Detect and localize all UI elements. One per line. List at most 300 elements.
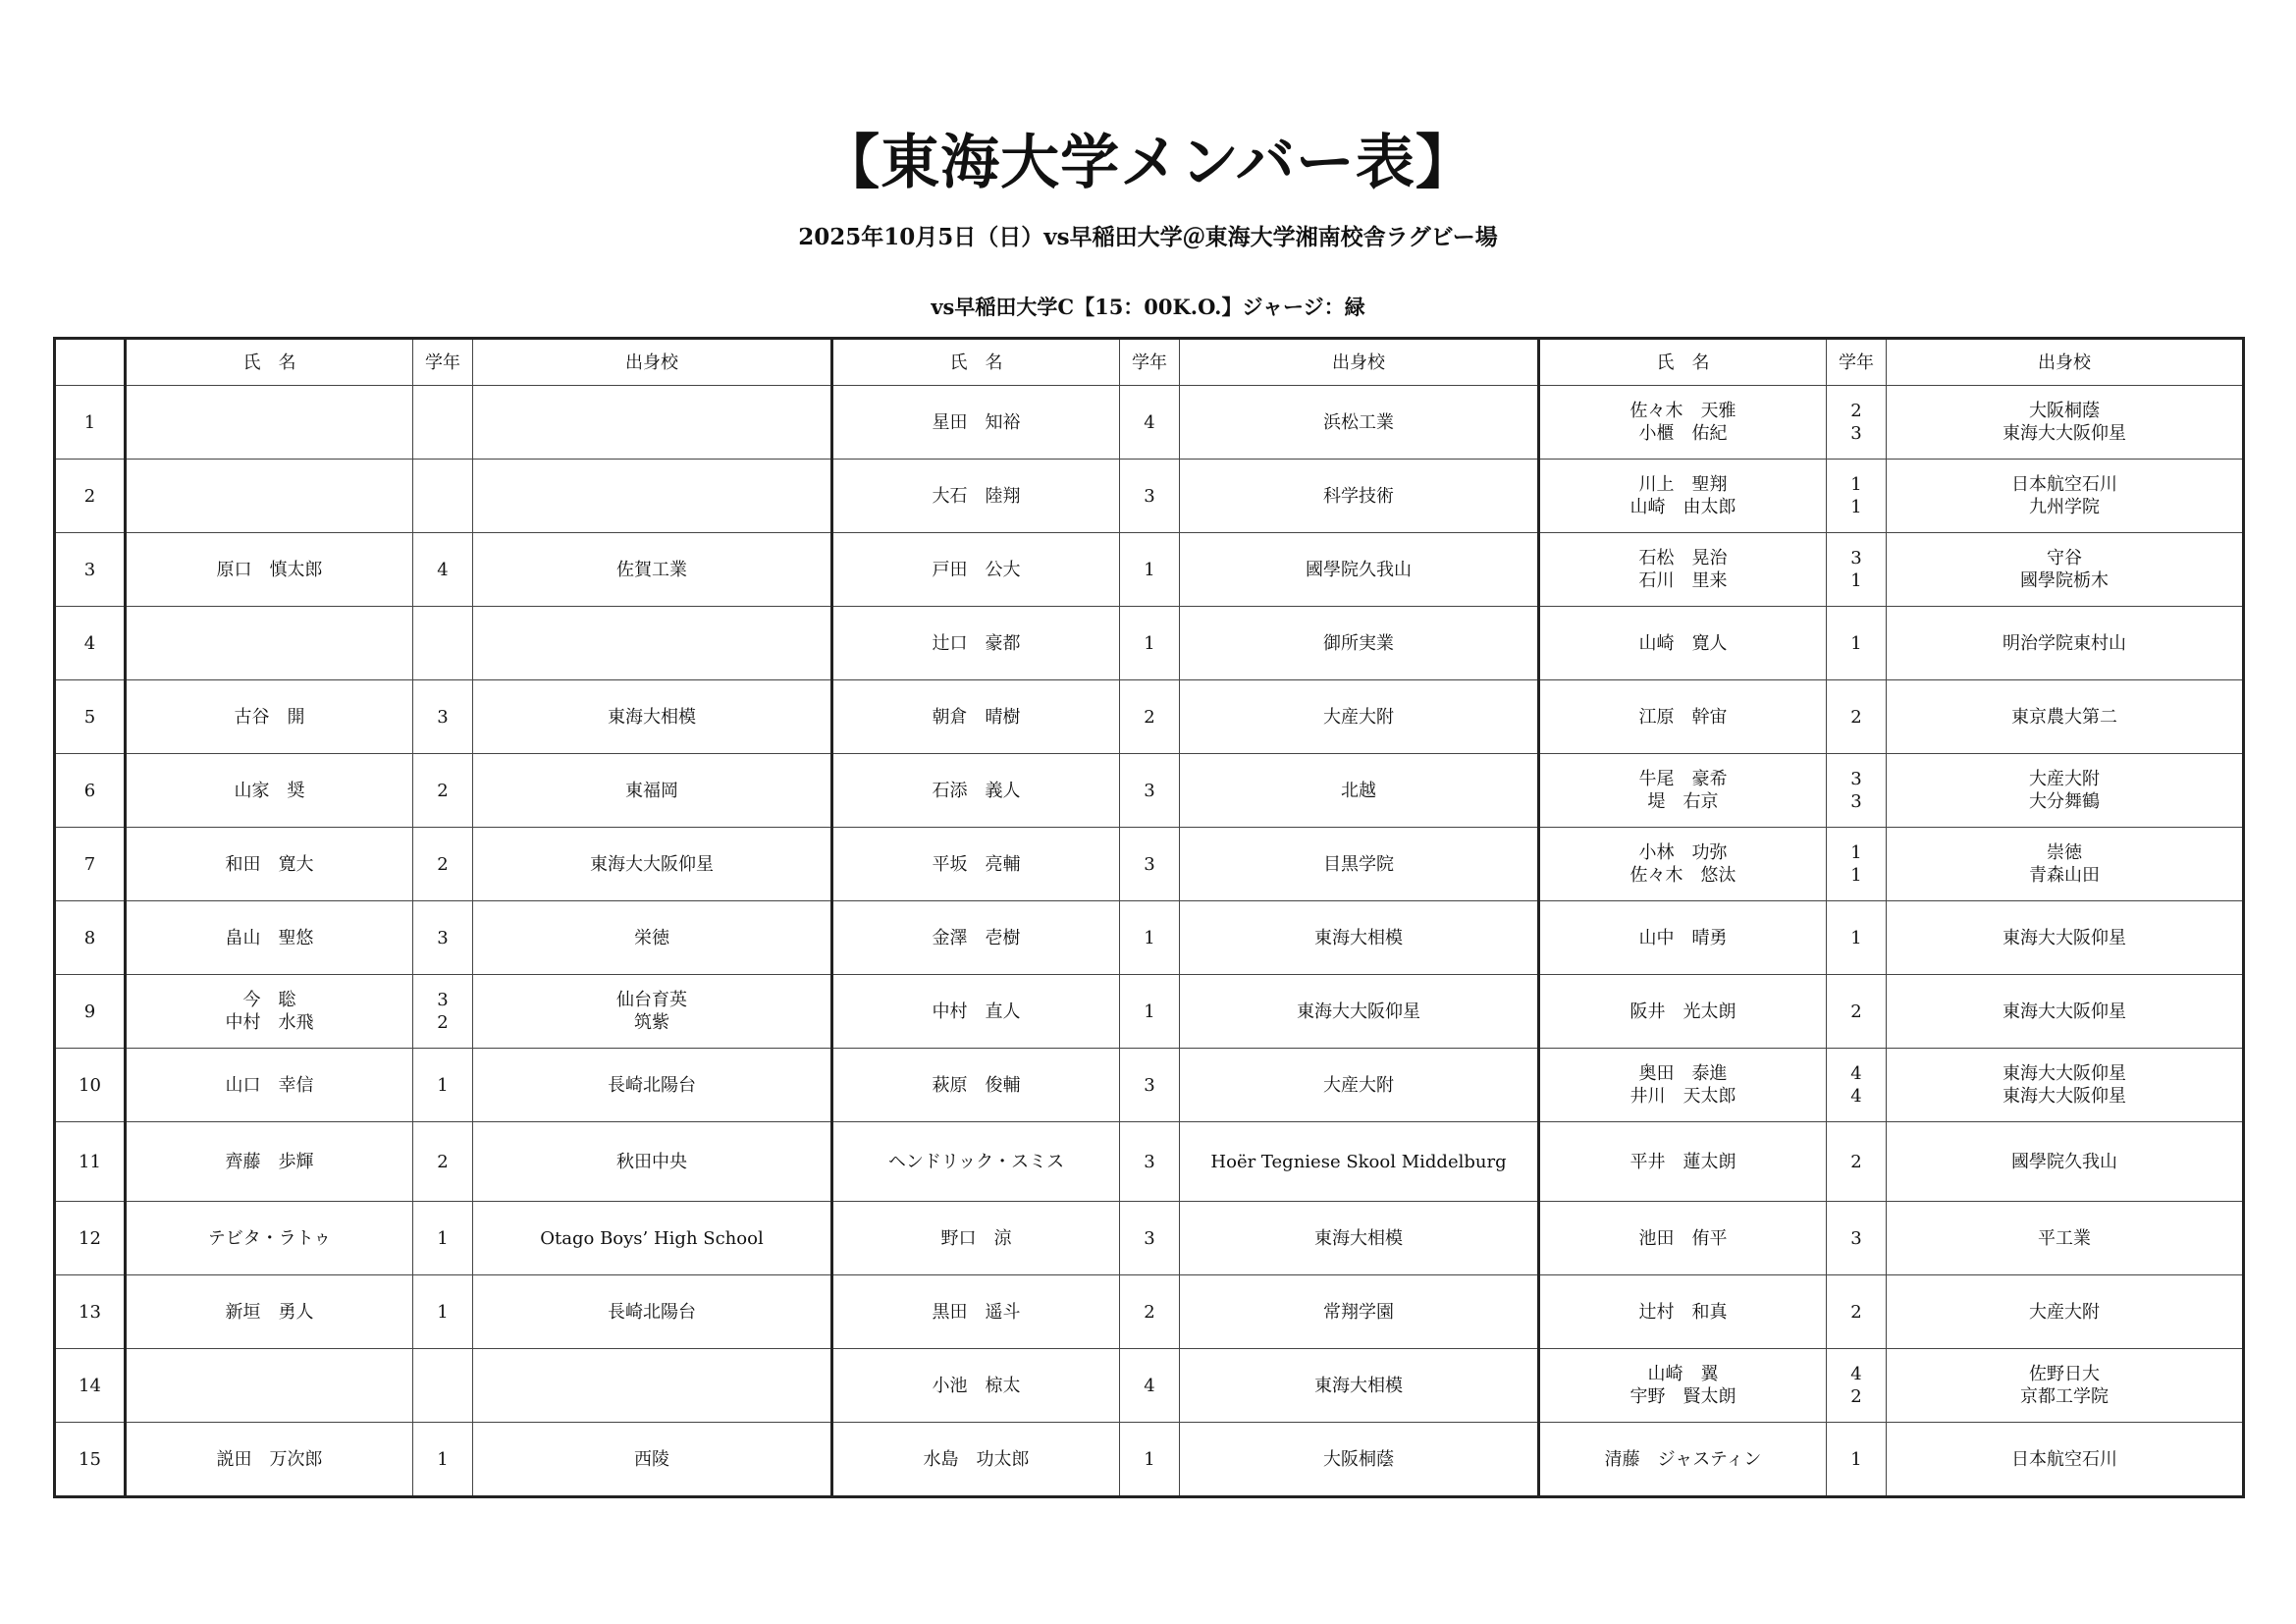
year-line: 2 (437, 1012, 449, 1033)
header-number (55, 339, 126, 386)
cell-school (1180, 386, 1539, 460)
cell-school (1887, 386, 2244, 460)
year-line: 2 (1850, 1386, 1862, 1407)
page-title: 【東海大学メンバー表】 (821, 129, 1475, 197)
year-line: 3 (437, 706, 449, 728)
year-line: 2 (437, 780, 449, 801)
name-line: 中村 直人 (932, 1001, 1021, 1022)
cell-school (1887, 460, 2244, 533)
table-row (55, 1122, 2244, 1202)
cell-year (1120, 901, 1180, 975)
year-line: 4 (1144, 1375, 1155, 1396)
cell-year (413, 1049, 473, 1122)
cell-year (413, 460, 473, 533)
name-line: 宇野 賢太朗 (1629, 1386, 1736, 1407)
cell-name (1539, 1275, 1827, 1349)
name-line: テビタ・ラトゥ (207, 1227, 332, 1249)
school-line: 大産大附 (2029, 769, 2100, 789)
name-line: 池田 侑平 (1638, 1227, 1728, 1249)
name-line: 川上 聖翔 (1638, 474, 1728, 495)
name-line: 齊藤 歩輝 (225, 1151, 314, 1172)
match-info-line: vs早稲田大学C【15：00K.O.】ジャージ：緑 (931, 295, 1365, 319)
cell-name (832, 1122, 1120, 1202)
header-name: 氏 名 (126, 339, 413, 386)
year-line: 3 (1850, 791, 1862, 812)
member-table (53, 337, 2245, 1498)
cell-year (1120, 1349, 1180, 1423)
cell-name (1539, 1202, 1827, 1275)
cell-name (832, 754, 1120, 828)
cell-year (413, 975, 473, 1049)
cell-school (1180, 1349, 1539, 1423)
year-line: 1 (437, 1448, 449, 1470)
cell-school (1180, 754, 1539, 828)
school-line: 日本航空石川 (2011, 1448, 2117, 1470)
cell-name (126, 533, 413, 607)
cell-school (1887, 607, 2244, 680)
name-line: 小池 椋太 (932, 1375, 1021, 1396)
year-line: 4 (1850, 1364, 1862, 1384)
row-number: 11 (55, 1122, 126, 1202)
cell-school (1180, 607, 1539, 680)
school-line: 東海大相模 (1314, 1375, 1403, 1396)
cell-year (1120, 1122, 1180, 1202)
year-line: 1 (1144, 632, 1155, 654)
name-line: 小林 功弥 (1638, 842, 1728, 863)
cell-name (832, 1275, 1120, 1349)
year-line: 1 (1850, 865, 1862, 886)
cell-year (1120, 533, 1180, 607)
header-year: 学年 (1827, 339, 1887, 386)
cell-name (126, 1423, 413, 1497)
cell-name (1539, 460, 1827, 533)
year-line: 2 (1850, 1001, 1862, 1022)
row-number: 2 (55, 460, 126, 533)
cell-name (1539, 607, 1827, 680)
cell-name (1539, 1349, 1827, 1423)
year-line: 3 (1144, 780, 1155, 801)
table-row (55, 828, 2244, 901)
row-number: 10 (55, 1049, 126, 1122)
cell-school (1180, 1275, 1539, 1349)
cell-school (1887, 1423, 2244, 1497)
year-line: 3 (437, 990, 449, 1010)
year-line: 2 (437, 853, 449, 875)
school-line: 大阪桐蔭 (1323, 1448, 1394, 1470)
cell-year (1120, 386, 1180, 460)
name-line: 和田 寛大 (225, 853, 314, 875)
school-line: 大産大附 (2029, 1301, 2100, 1323)
cell-name (1539, 1049, 1827, 1122)
name-line: 新垣 勇人 (225, 1301, 314, 1323)
table-header-row (55, 339, 2244, 386)
table-row (55, 533, 2244, 607)
cell-year (1120, 1049, 1180, 1122)
school-line: 九州学院 (2029, 497, 2100, 517)
cell-year (1827, 828, 1887, 901)
name-line: 黒田 遥斗 (932, 1301, 1021, 1323)
cell-name (126, 828, 413, 901)
cell-name (126, 460, 413, 533)
year-line: 1 (1144, 1001, 1155, 1022)
year-line: 1 (1144, 559, 1155, 580)
cell-year (413, 754, 473, 828)
header-school: 出身校 (1887, 339, 2244, 386)
name-line: 小櫃 佑紀 (1638, 423, 1728, 444)
school-line: 東京農大第二 (2011, 706, 2117, 728)
cell-year (413, 1423, 473, 1497)
name-line: 金澤 壱樹 (932, 927, 1021, 948)
cell-name (126, 754, 413, 828)
name-line: 阪井 光太朗 (1629, 1001, 1736, 1022)
school-line: 東海大大阪仰星 (2002, 927, 2126, 948)
name-line: 山口 幸信 (225, 1074, 314, 1096)
school-line: 佐野日大 (2029, 1364, 2100, 1384)
table-row (55, 1202, 2244, 1275)
cell-school (1180, 460, 1539, 533)
cell-name (126, 386, 413, 460)
name-line: ヘンドリック・スミス (887, 1151, 1065, 1172)
cell-name (126, 607, 413, 680)
row-number: 5 (55, 680, 126, 754)
year-line: 1 (1850, 474, 1862, 495)
school-line: 御所実業 (1323, 632, 1394, 654)
school-line: 大阪桐蔭 (2029, 401, 2100, 421)
cell-school (473, 901, 832, 975)
cell-school (1180, 533, 1539, 607)
school-line: 東海大相模 (1314, 1227, 1403, 1249)
name-line: 戸田 公大 (932, 559, 1021, 580)
header-school: 出身校 (473, 339, 832, 386)
name-line: 水島 功太郎 (923, 1448, 1030, 1470)
cell-year (413, 828, 473, 901)
school-line: 東海大大阪仰星 (1297, 1001, 1420, 1022)
name-line: 古谷 開 (234, 706, 305, 728)
name-line: 清藤 ジャスティン (1604, 1448, 1762, 1470)
cell-school (473, 1423, 832, 1497)
school-line: 東海大大阪仰星 (2002, 1086, 2126, 1107)
name-line: 山崎 由太郎 (1629, 497, 1736, 517)
name-line: 説田 万次郎 (216, 1448, 323, 1470)
year-line: 1 (1850, 570, 1862, 591)
table-row (55, 1275, 2244, 1349)
cell-school (473, 460, 832, 533)
table-row (55, 901, 2244, 975)
row-number: 9 (55, 975, 126, 1049)
cell-school (473, 975, 832, 1049)
cell-school (1180, 828, 1539, 901)
cell-year (1827, 1275, 1887, 1349)
cell-name (1539, 975, 1827, 1049)
cell-name (126, 1202, 413, 1275)
name-line: 井川 天太郎 (1629, 1086, 1736, 1107)
row-number: 13 (55, 1275, 126, 1349)
cell-year (1120, 1275, 1180, 1349)
year-line: 3 (437, 927, 449, 948)
year-line: 1 (1850, 497, 1862, 517)
school-line: 大分舞鶴 (2029, 791, 2100, 812)
name-line: 奥田 泰進 (1638, 1063, 1728, 1084)
year-line: 1 (1850, 927, 1862, 948)
year-line: 1 (1850, 632, 1862, 654)
header-year: 学年 (413, 339, 473, 386)
school-line: 北越 (1341, 780, 1376, 801)
school-line: 長崎北陽台 (608, 1301, 696, 1323)
cell-name (1539, 754, 1827, 828)
table-row (55, 975, 2244, 1049)
table-row (55, 680, 2244, 754)
cell-school (473, 607, 832, 680)
cell-year (1120, 460, 1180, 533)
cell-name (832, 1423, 1120, 1497)
row-number: 3 (55, 533, 126, 607)
cell-name (832, 607, 1120, 680)
cell-school (1887, 1122, 2244, 1202)
name-line: 星田 知裕 (932, 411, 1021, 433)
school-line: 明治学院東村山 (2002, 632, 2126, 654)
table-body (55, 386, 2244, 1497)
cell-name (832, 533, 1120, 607)
year-line: 4 (1144, 411, 1155, 433)
cell-school (473, 1122, 832, 1202)
school-line: 筑紫 (634, 1012, 669, 1033)
cell-name (126, 1049, 413, 1122)
row-number: 14 (55, 1349, 126, 1423)
name-line: 石添 義人 (932, 780, 1021, 801)
cell-year (1827, 754, 1887, 828)
cell-year (413, 1122, 473, 1202)
year-line: 4 (1850, 1063, 1862, 1084)
cell-name (1539, 828, 1827, 901)
cell-name (1539, 533, 1827, 607)
cell-year (1827, 901, 1887, 975)
name-line: 山中 晴勇 (1638, 927, 1728, 948)
cell-name (126, 901, 413, 975)
cell-year (1120, 754, 1180, 828)
cell-year (1827, 680, 1887, 754)
year-line: 4 (437, 559, 449, 580)
cell-year (1827, 1202, 1887, 1275)
name-line: 原口 慎太郎 (216, 559, 323, 580)
cell-school (473, 1275, 832, 1349)
name-line: 石松 晃治 (1638, 548, 1728, 568)
cell-year (1827, 607, 1887, 680)
year-line: 3 (1850, 1227, 1862, 1249)
year-line: 1 (1850, 842, 1862, 863)
name-line: 佐々木 天雅 (1629, 401, 1736, 421)
school-line: 國學院栃木 (2020, 570, 2109, 591)
school-line: 仙台育英 (616, 990, 687, 1010)
cell-name (126, 975, 413, 1049)
header-school: 出身校 (1180, 339, 1539, 386)
cell-name (1539, 680, 1827, 754)
table-row (55, 386, 2244, 460)
school-line: 常翔学園 (1323, 1301, 1394, 1323)
cell-school (473, 680, 832, 754)
cell-year (1120, 828, 1180, 901)
cell-name (832, 975, 1120, 1049)
cell-name (126, 1275, 413, 1349)
year-line: 2 (1850, 1301, 1862, 1323)
year-line: 3 (1850, 769, 1862, 789)
header-year: 学年 (1120, 339, 1180, 386)
cell-year (1827, 386, 1887, 460)
table-row (55, 754, 2244, 828)
school-line: 東海大大阪仰星 (2002, 1001, 2126, 1022)
cell-year (1120, 680, 1180, 754)
cell-year (1827, 460, 1887, 533)
row-number: 6 (55, 754, 126, 828)
school-line: 大産大附 (1323, 1074, 1394, 1096)
table-row (55, 460, 2244, 533)
school-line: 東海大相模 (1314, 927, 1403, 948)
year-line: 3 (1144, 485, 1155, 507)
school-line: 青森山田 (2029, 865, 2100, 886)
cell-year (413, 901, 473, 975)
cell-year (413, 386, 473, 460)
school-line: 東海大大阪仰星 (2002, 423, 2126, 444)
school-line: 東海大大阪仰星 (590, 853, 714, 875)
school-line: 守谷 (2047, 548, 2082, 568)
row-number: 12 (55, 1202, 126, 1275)
year-line: 3 (1144, 1151, 1155, 1172)
year-line: 4 (1850, 1086, 1862, 1107)
school-line: Hoër Tegniese Skool Middelburg (1210, 1151, 1507, 1172)
cell-name (832, 901, 1120, 975)
school-line: 長崎北陽台 (608, 1074, 696, 1096)
cell-school (473, 533, 832, 607)
cell-name (126, 1122, 413, 1202)
table-row (55, 607, 2244, 680)
row-number: 7 (55, 828, 126, 901)
cell-name (1539, 901, 1827, 975)
cell-year (1120, 975, 1180, 1049)
cell-year (1827, 1049, 1887, 1122)
cell-name (832, 828, 1120, 901)
name-line: 大石 陸翔 (932, 485, 1021, 507)
cell-school (473, 1049, 832, 1122)
school-line: 日本航空石川 (2011, 474, 2117, 495)
cell-year (1120, 1202, 1180, 1275)
cell-school (1887, 754, 2244, 828)
cell-year (413, 680, 473, 754)
school-line: 西陵 (634, 1448, 669, 1470)
school-line: 東海大大阪仰星 (2002, 1063, 2126, 1084)
cell-school (473, 754, 832, 828)
name-line: 平坂 亮輔 (932, 853, 1021, 875)
school-line: 大産大附 (1323, 706, 1394, 728)
row-number: 4 (55, 607, 126, 680)
cell-school (473, 1349, 832, 1423)
name-line: 辻村 和真 (1638, 1301, 1728, 1323)
name-line: 山崎 寛人 (1638, 632, 1728, 654)
cell-school (473, 386, 832, 460)
year-line: 2 (437, 1151, 449, 1172)
cell-year (413, 607, 473, 680)
header-name: 氏 名 (832, 339, 1120, 386)
name-line: 畠山 聖悠 (225, 927, 314, 948)
school-line: 栄徳 (634, 927, 669, 948)
year-line: 2 (1850, 1151, 1862, 1172)
year-line: 3 (1144, 1074, 1155, 1096)
cell-year (1827, 1423, 1887, 1497)
year-line: 2 (1850, 401, 1862, 421)
cell-school (1887, 1349, 2244, 1423)
name-line: 堤 右京 (1647, 791, 1719, 812)
year-line: 1 (437, 1074, 449, 1096)
school-line: Otago Boys’ High School (540, 1227, 764, 1249)
cell-year (1827, 1122, 1887, 1202)
cell-year (1827, 533, 1887, 607)
name-line: 山崎 翼 (1647, 1364, 1719, 1384)
cell-year (413, 1202, 473, 1275)
cell-school (1180, 1122, 1539, 1202)
year-line: 2 (1850, 706, 1862, 728)
cell-name (1539, 1122, 1827, 1202)
row-number: 8 (55, 901, 126, 975)
year-line: 3 (1144, 853, 1155, 875)
table-row (55, 1349, 2244, 1423)
cell-year (1827, 1349, 1887, 1423)
cell-school (473, 1202, 832, 1275)
school-line: 東福岡 (625, 780, 678, 801)
cell-name (126, 1349, 413, 1423)
cell-school (1180, 1202, 1539, 1275)
header-name: 氏 名 (1539, 339, 1827, 386)
name-line: 牛尾 豪希 (1638, 769, 1728, 789)
row-number: 15 (55, 1423, 126, 1497)
cell-year (1120, 607, 1180, 680)
name-line: 野口 涼 (940, 1227, 1012, 1249)
cell-school (1180, 901, 1539, 975)
cell-name (126, 680, 413, 754)
cell-school (473, 828, 832, 901)
cell-name (832, 460, 1120, 533)
school-line: 國學院久我山 (1306, 559, 1412, 580)
school-line: 東海大相模 (608, 706, 696, 728)
cell-year (413, 1275, 473, 1349)
cell-school (1180, 680, 1539, 754)
year-line: 2 (1144, 706, 1155, 728)
cell-year (413, 1349, 473, 1423)
cell-name (1539, 386, 1827, 460)
cell-name (832, 1202, 1120, 1275)
name-line: 江原 幹宙 (1638, 706, 1728, 728)
cell-school (1887, 680, 2244, 754)
cell-school (1180, 1049, 1539, 1122)
school-line: 國學院久我山 (2011, 1151, 2117, 1172)
name-line: 平井 蓮太朗 (1629, 1151, 1736, 1172)
name-line: 朝倉 晴樹 (932, 706, 1021, 728)
year-line: 2 (1144, 1301, 1155, 1323)
cell-school (1887, 901, 2244, 975)
year-line: 1 (437, 1227, 449, 1249)
name-line: 今 聡 (242, 990, 296, 1010)
year-line: 1 (437, 1301, 449, 1323)
cell-name (832, 386, 1120, 460)
match-subtitle: 2025年10月5日（日）vs早稲田大学＠東海大学湘南校舎ラグビー場 (798, 224, 1498, 250)
cell-year (1120, 1423, 1180, 1497)
year-line: 3 (1850, 548, 1862, 568)
school-line: 秋田中央 (616, 1151, 687, 1172)
cell-year (413, 533, 473, 607)
cell-school (1180, 975, 1539, 1049)
year-line: 1 (1144, 1448, 1155, 1470)
year-line: 1 (1850, 1448, 1862, 1470)
school-line: 平工業 (2038, 1227, 2091, 1249)
name-line: 中村 水飛 (225, 1012, 314, 1033)
school-line: 浜松工業 (1323, 411, 1394, 433)
